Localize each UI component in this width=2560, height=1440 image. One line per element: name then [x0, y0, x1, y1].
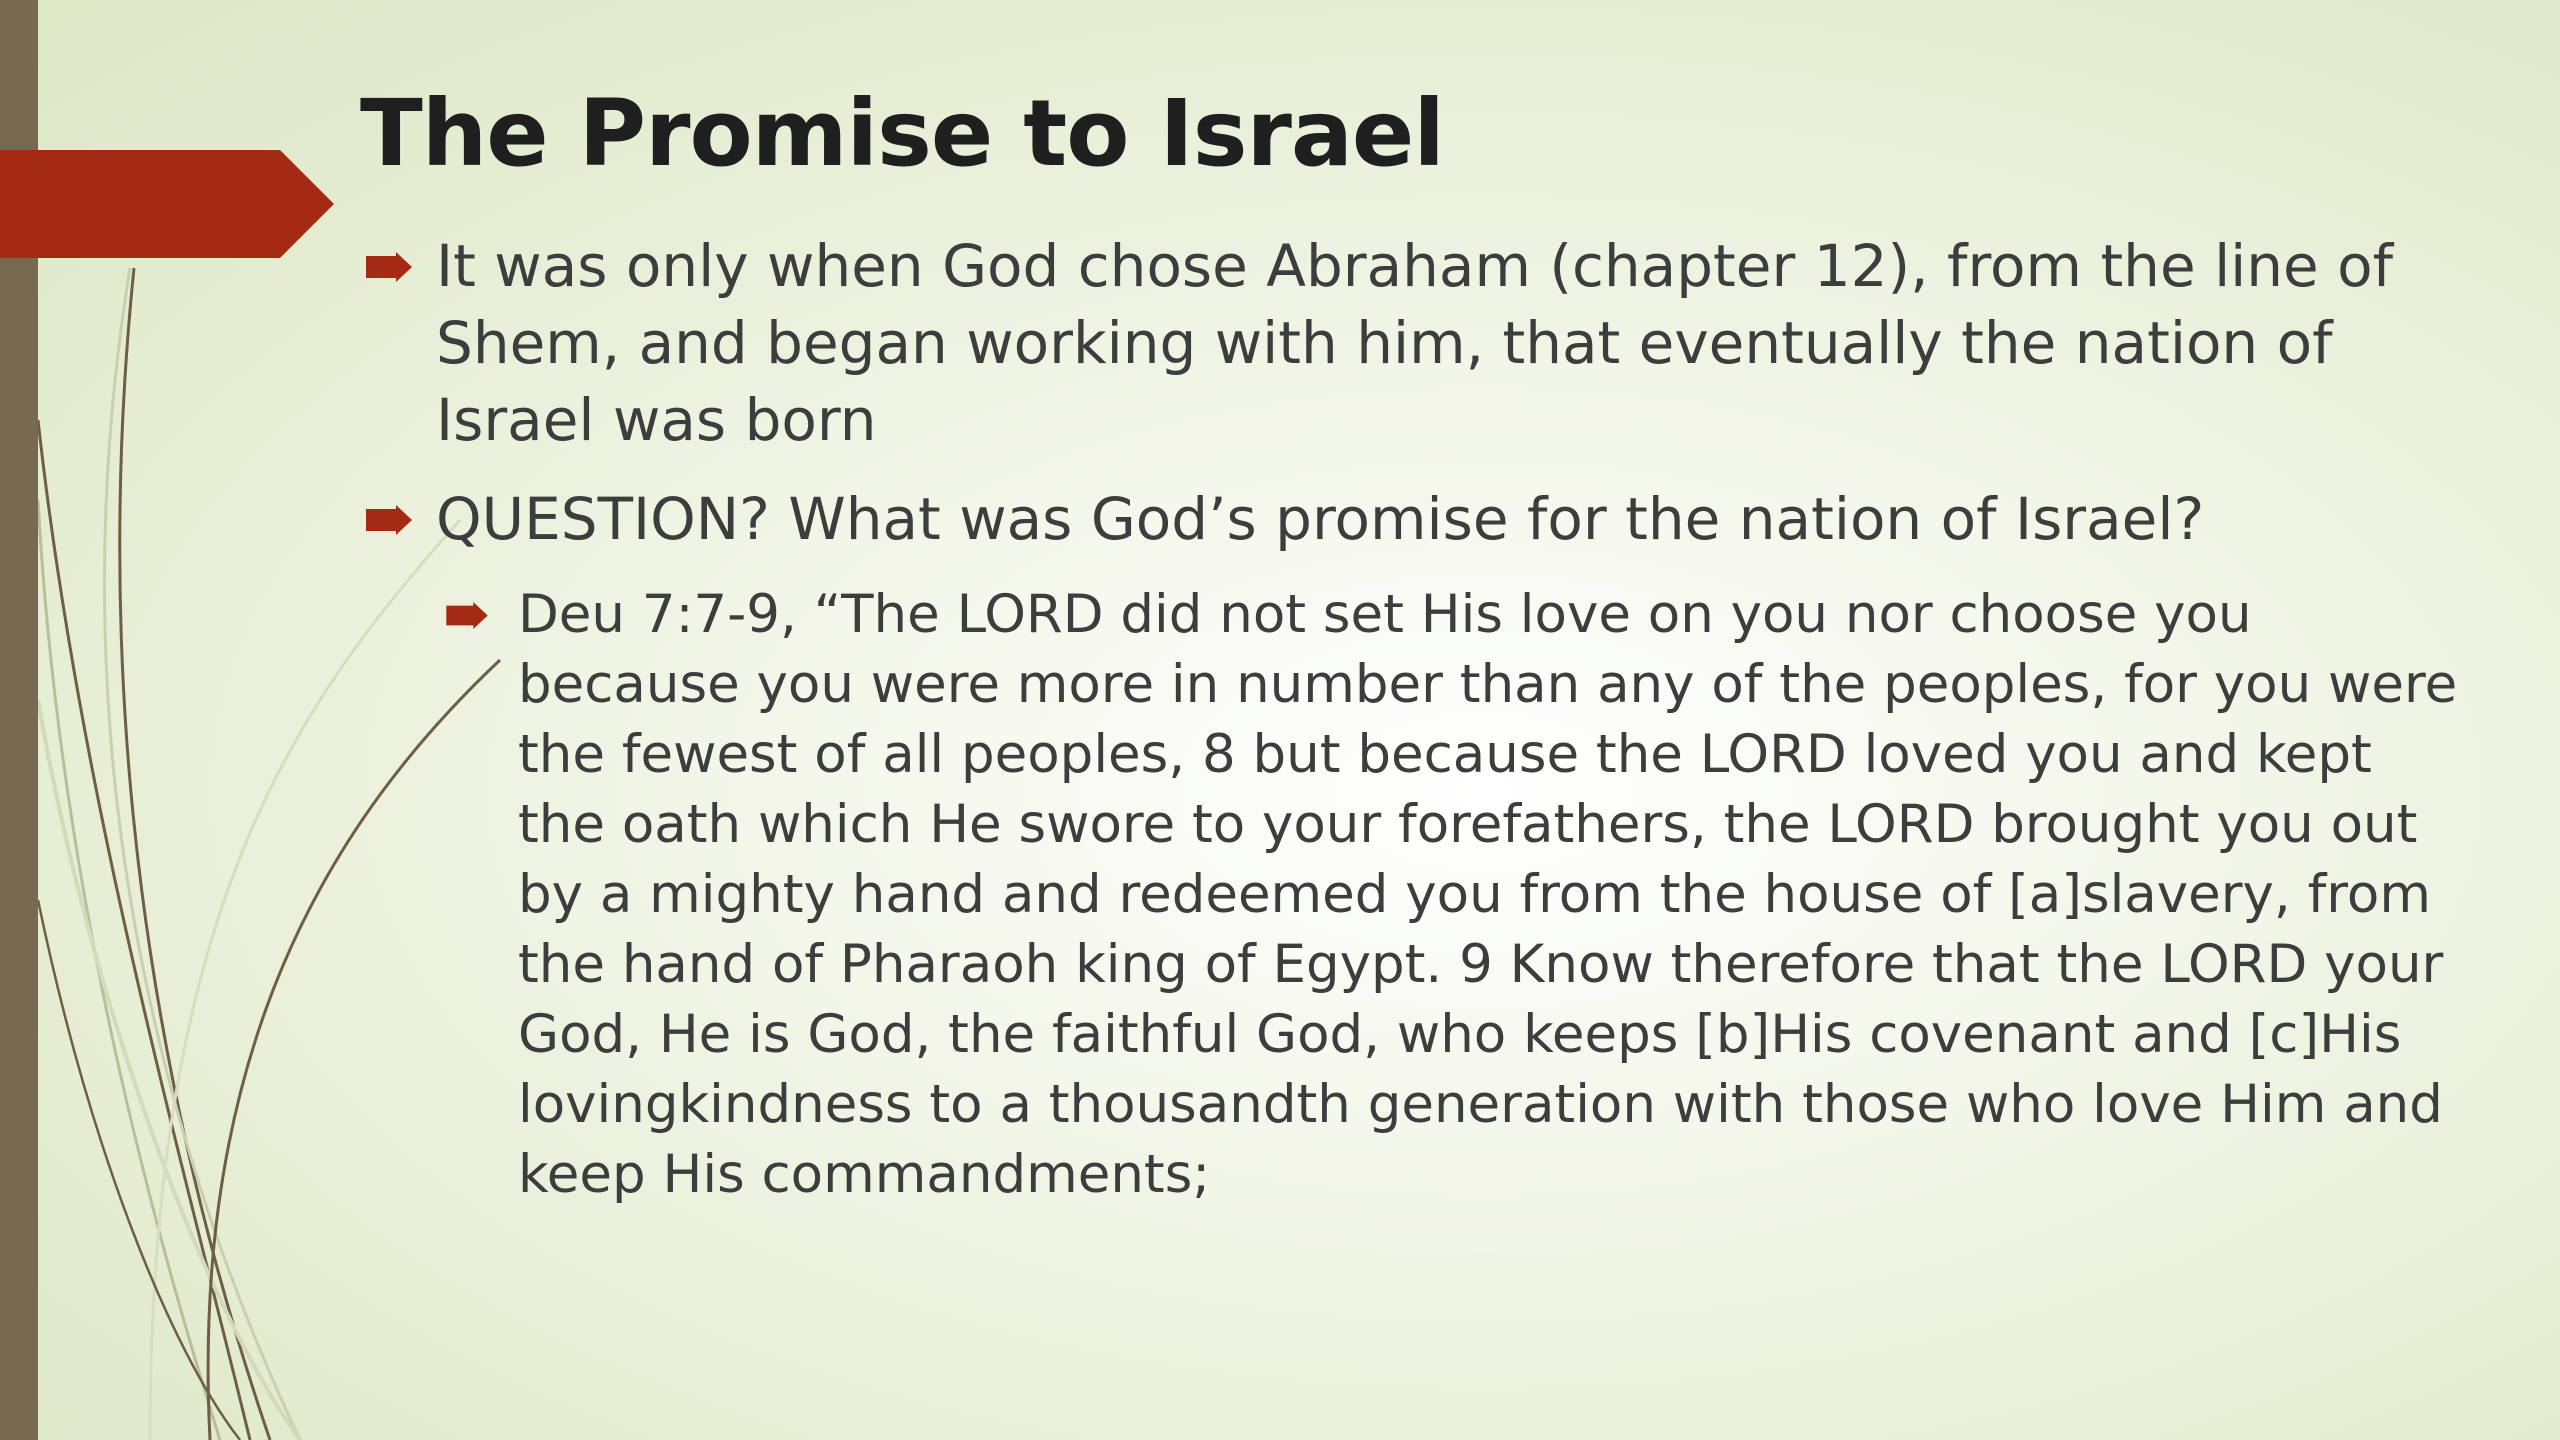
arrow-bullet-icon [366, 505, 412, 535]
arrow-bullet-icon [446, 602, 488, 629]
bullet-text: It was only when God chose Abraham (chapter 12), from the line of Shem, and began working with him, that eventually the nation of Israel was born [436, 232, 2394, 454]
arrow-bullet-icon [366, 252, 412, 282]
sub-bullet-item [442, 580, 2460, 1210]
slide-title: The Promise to Israel [360, 80, 1444, 187]
sub-bullet-text: Deu 7:7-9, “The LORD did not set His love on you nor choose you because you were more in number than any of the peoples, for you were the fewest of all peoples, 8 but because the LORD loved you and kept the oath which He swore to your forefathers, the LORD brought you out by a mighty hand and redeemed you from the house of [a]slavery, from the hand of Pharaoh king of Egypt. 9 Know therefore that the LORD your God, He is God, the faithful God, who keeps [b]His covenant and [c]His lovingkindness to a thousandth generation with those who love Him and keep His commandments; [518, 584, 2458, 1205]
bullet-item [360, 228, 2460, 459]
bullet-text: QUESTION? What was God’s promise for the nation of Israel? [436, 485, 2205, 553]
bullet-item [360, 481, 2460, 558]
slide-content [360, 228, 2460, 1232]
